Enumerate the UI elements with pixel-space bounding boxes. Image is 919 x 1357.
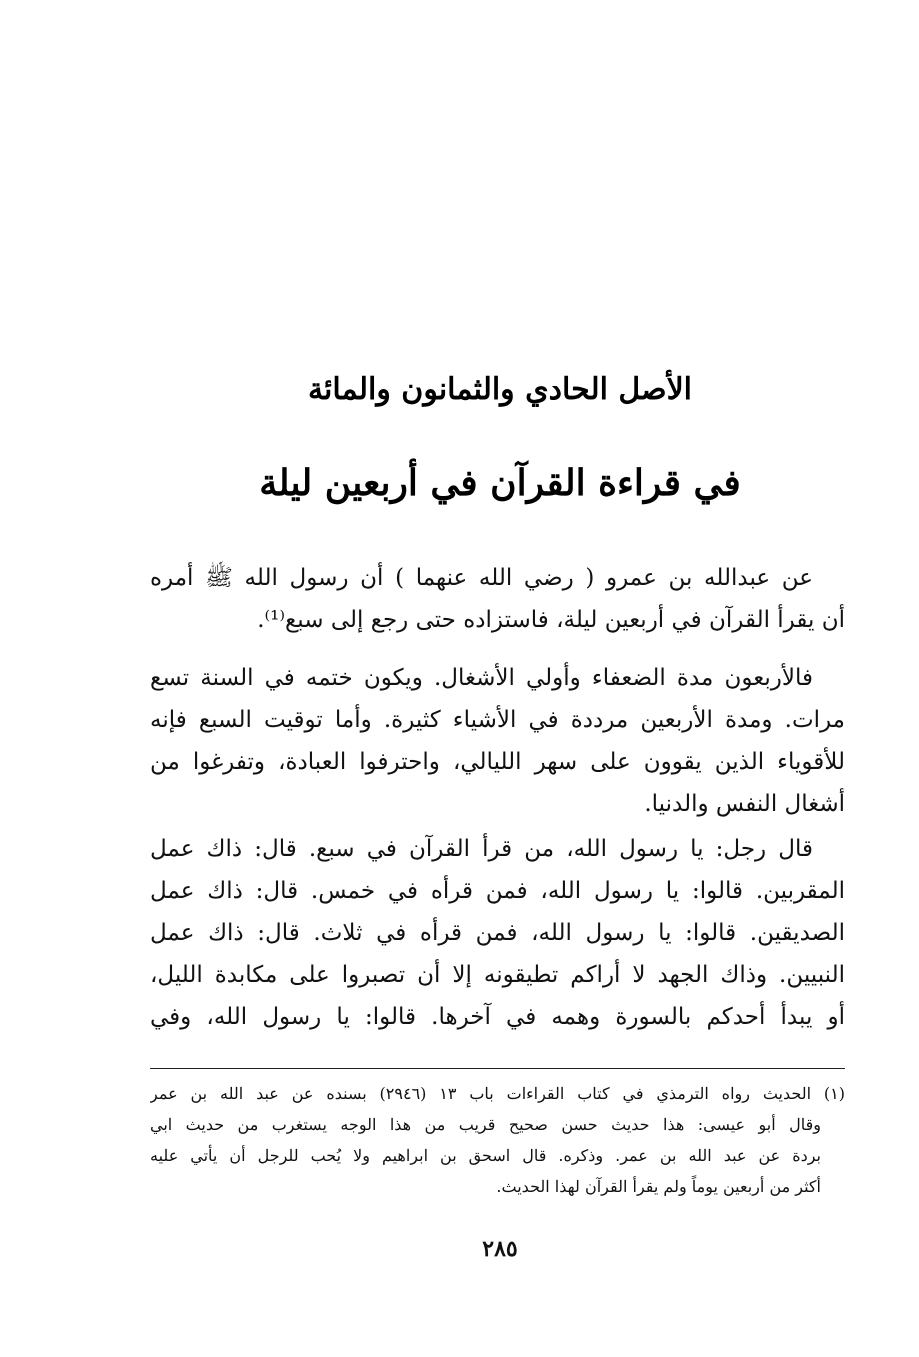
footnote-divider	[150, 1068, 845, 1069]
footnote-line: وقال أبو عيسى: هذا حديث حسن صحيح قريب من هذا الوجه يستغرب من حديث ابي	[150, 1115, 821, 1134]
text-line: النبيين. وذاك الجهد لا أراكم تطيقونه إلا أن تصبروا على مكابدة الليل،	[150, 962, 845, 988]
footnote-line: أكثر من أربعين يوماً ولم يقرأ القرآن لهذا الحديث.	[496, 1177, 821, 1196]
text-line: أو يبدأ أحدكم بالسورة وهمه في آخرها. قالوا: يا رسول الله، وفي	[150, 1004, 845, 1030]
chapter-heading: الأصل الحادي والثمانون والمائة	[307, 372, 693, 407]
text-line: قال رجل: يا رسول الله، من قرأ القرآن في سبع. قال: ذاك عمل	[150, 836, 813, 862]
text-line: عن عبدالله بن عمرو ( رضي الله عنهما ) أن رسول الله ﷺ أمره	[150, 565, 813, 591]
footnote	[150, 1078, 845, 1202]
chapter-title: في قراءة القرآن في أربعين ليلة	[259, 462, 741, 504]
page-number: ٢٨٥	[482, 1236, 518, 1262]
text-line: فالأربعون مدة الضعفاء وأولي الأشغال. ويكون ختمه في السنة تسع	[150, 665, 813, 691]
paragraph-commentary	[150, 657, 845, 825]
footnote-line: (١) الحديث رواه الترمذي في كتاب القراءات باب ١٣ (٢٩٤٦) بسنده عن عبد الله بن عمر	[150, 1084, 845, 1103]
text-line: أن يقرأ القرآن في أربعين ليلة، فاستزاده حتى رجع إلى سبع⁽¹⁾.	[257, 607, 845, 633]
paragraph-narration	[150, 828, 845, 1038]
text-line: أشغال النفس والدنيا.	[644, 791, 845, 817]
paragraph-hadith	[150, 557, 845, 641]
text-line: المقربين. قالوا: يا رسول الله، فمن قرأه في خمس. قال: ذاك عمل	[150, 878, 845, 904]
text-line: الصديقين. قالوا: يا رسول الله، فمن قرأه في ثلاث. قال: ذاك عمل	[150, 920, 845, 946]
footnote-line: بردة عن عبد الله بن عمر. وذكره. قال اسحق بن ابراهيم ولا يُحب للرجل أن يأتي عليه	[150, 1146, 821, 1165]
text-line: للأقوياء الذين يقوون على سهر الليالي، واحترفوا العبادة، وتفرغوا من	[150, 749, 845, 775]
text-line: مرات. ومدة الأربعين مرددة في الأشياء كثيرة. وأما توقيت السبع فإنه	[150, 707, 845, 733]
